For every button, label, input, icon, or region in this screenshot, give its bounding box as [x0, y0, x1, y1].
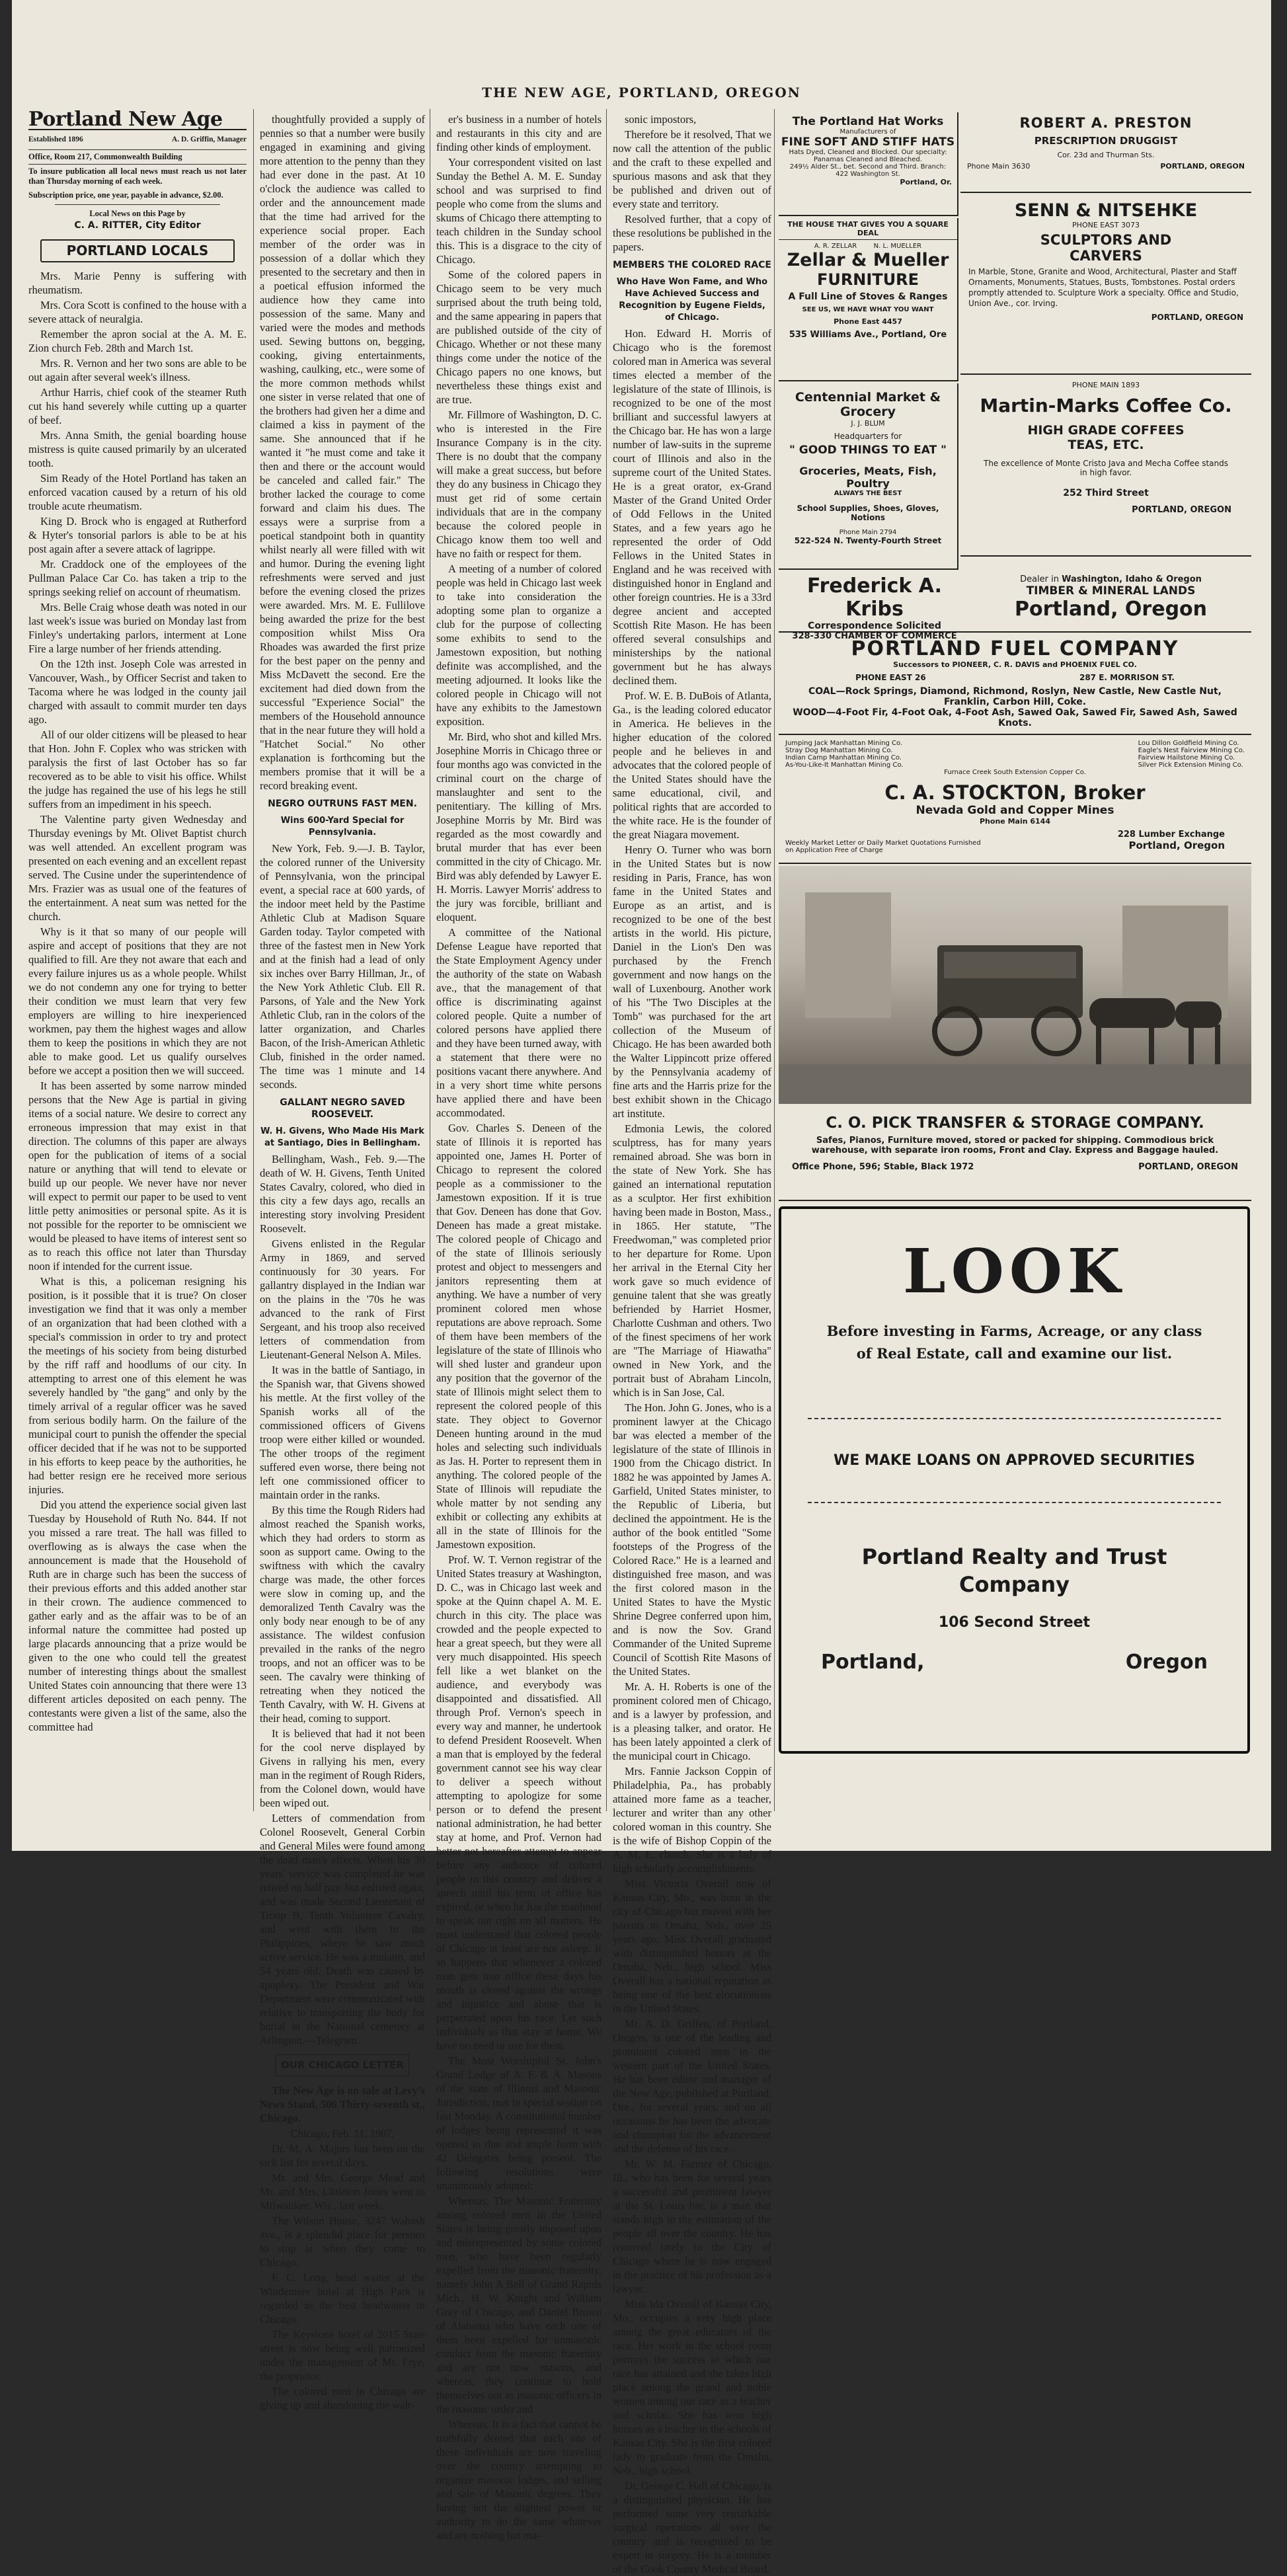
chicago-note: The New Age is on sale at Levy's News Stand, 506 Thirty-seventh st., Chicago. [260, 2084, 425, 2125]
ad-robert-preston: ROBERT A. PRESTON PRESCRIPTION DRUGGIST Cor. 23d and Thurman Sts. Phone Main 3630 PORTLAND, OREGON [960, 112, 1251, 193]
paragraph: Mr. and Mrs. George Mead and Mr. and Mrs. Littleton Jones went to Milwaukee, Wis., last week. [260, 2171, 425, 2212]
paragraph: Did you attend the experience social given last Tuesday by Household of Ruth No. 844. If not you missed a rare treat. The hall was filled to overflowing as is always the case when the announcement is made that the Household of Ruth are in charge such has been the success of their previous efforts and this added another star in their crown. The audience commenced to gather early and as the affair was to be of an informal nature the committee had posted up large placards announcing that a prize would be given to the one who could tell the greatest number of interesting things about the smallest United States coin announcing that there were 13 different articles deposited on each penny. The contestants were given a list of the same, also the committee had [28, 1499, 247, 1733]
paragraph: Therefore be it resolved, That we now call the attention of the public and the craft to these expelled and spurious masons and ask that they be published and driven out of every state and territory. [613, 128, 771, 210]
mine-name: Fairview Hailstone Mining Co. [1138, 754, 1235, 761]
col2-body-top [260, 112, 425, 793]
column-2 [260, 112, 425, 2411]
subhead-wins-600-yard: Wins 600-Yard Special for Pennsylvania. [280, 816, 405, 838]
paragraph: King D. Brock who is engaged at Rutherford & Hyter's tonsorial parlors is able to be at his post again after a severe attack of lagrippe. [28, 515, 247, 555]
paragraph: Mr. A. H. Roberts is one of the prominent colored men of Chicago, and is a lawyer by profession, and is a pleasing talker, and orator. He has been lately appointed a clerk of the municipal court in Chicago. [613, 1680, 771, 1762]
paragraph: What is this, a policeman resigning his position, is it possible that it is true? On closer investigation we find that it was only a member of an organization that had been clothed with a special's commission in order to try and protect the meetings of his society from being disturbed by the riff raff and hoodlums of our city. In attempting to arrest one of this element he was severely handled by "the gang" and only by the timely arrival of a regular officer was he saved from serious bodily harm. On the failure of the municipal court to punish the offender the special officer decided that if he was not to be supported in his efforts to keep peace by the authorities, he had better resign ere he received more serious injuries. [28, 1275, 247, 1496]
paragraph: Prof. W. T. Vernon registrar of the United States treasury at Washington, D. C., was in Chicago last week and spoke at the Quinn chapel A. M. E. church in this city. The place was crowded and the people expected to hear a great speech, but they were all very much disappointed. His speech fell like a wet blanket on the audience, and everybody was disappointed and dissatisfied. All through Prof. Vernon's speech in every way and manner, he undertook to defend President Roosevelt. When a man that is employed by the federal government cannot see his way clear to deliver a speech without attempting to apologize for some person or to defend the present national administration, he had better stay at home, and Prof. Vernon had better not hereafter attempt to appear before any audience of colored people in this country and deliver a speech until his term of office has expired, or when he has the manhood to speak out right on all matters. He must understand that colored people of Chicago at least are not asleep. It so happens that whenever a colored man gets into office these days his mouth is closed against the wrongs and injustice and abuse that is perpetrated upon his race. Let such individuals as that stay at home. We have no need or use for them. [436, 1553, 602, 2052]
paragraph: Givens enlisted in the Regular Army in 1869, and served continuously for 30 years. For gallantry displayed in the Indian war on the plains in the '70s he was advanced to the rank of First Sergeant, and his troop also received letters of commendation from Lieutenant-General Nelson A. Miles. [260, 1237, 425, 1361]
paragraph: Miss Ida Overall of Kansas City, Mo., occupies a very high place among the great educators of the race. Her work in the school room portrays the success to which our race has attained and she takes high place among the grand and noble women among our race as a teacher and scholar. She has won high honors as a teacher in the schools of Kansas City. She is the first colored lady to graduate from the Omaha, Neb., high school. [613, 2298, 771, 2477]
paragraph: Remember the apron social at the A. M. E. Zion church Feb. 28th and March 1st. [28, 328, 247, 354]
page-masthead: THE NEW AGE, PORTLAND, OREGON [482, 85, 801, 100]
chicago-letter-heading: OUR CHICAGO LETTER [275, 2054, 410, 2077]
paragraph: The colored men in Chicago are giving up and abandoning the walt- [260, 2385, 425, 2411]
newspaper-page [12, 0, 1271, 2575]
paragraph: Edmonia Lewis, the colored sculptress, has for many years remained abroad. She was born in the state of New York. She has gained an international reputation as a sculptor. Her first exhibition having been made in Boston, Mass., in 1865. Her statute, "The Freedwoman," was completed prior to her departure for Rome. Upon her arrival in the Eternal City her work gave so much evidence of genuine talent that she was greatly befriended by Harriet Hosmer, Charlotte Cushman and others. Two of the finest specimens of her work are "The Marriage of Hiawatha" owned in New York, and the portrait bust of Abraham Lincoln, which is in San Jose, Cal. [613, 1122, 771, 1399]
paragraph: The Keystone hotel of 2015 State street is now being well patronized under the management of Mr. Frye, the proprietor. [260, 2328, 425, 2382]
story-outruns [260, 841, 425, 1091]
paragraph: It is believed that had it not been for the cool nerve displayed by Givens in rallying his men, every man in the regiment of Rough Riders, from the Colonel down, would have been wiped out. [260, 1727, 425, 1809]
paragraph: By this time the Rough Riders had almost reached the Spanish works, which they had orders to storm as soon as support came. Owing to the swiftness with which the cavalry charge was made, the other forces were slow in coming up, and the demoralized Tenth Cavalry was the only body near enough to be of any assistance. The wildest confusion prevailed in the ranks of the negro troops, and not an officer was to be seen. The cavalry were thinking of retreating when they noticed the Tenth Cavalry, with W. H. Givens at their head, coming to support. [260, 1504, 425, 1725]
ad-look-realty: LOOK Before investing in Farms, Acreage, or any class of Real Estate, call and examine our list. WE MAKE LOANS ON APPROVED SECURITIES Portland Realty and Trust Company 106 Second Street Portland, Oregon [779, 1206, 1250, 1754]
paragraph: Resolved further, that a copy of these resolutions be published in the papers. [613, 213, 771, 253]
subscription-text: Subscription price, one year, payable in advance, $2.00. [28, 190, 223, 200]
members-body [613, 327, 771, 2576]
mines-list-right [1138, 740, 1245, 769]
subhead-givens: W. H. Givens, Who Made His Mark at Santiago, Dies in Bellingham. [260, 1126, 424, 1148]
headline-negro-outruns: NEGRO OUTRUNS FAST MEN. [268, 799, 417, 809]
mine-name: Eagle's Nest Fairview Mining Co. [1138, 747, 1245, 754]
paragraph: A committee of the National Defense League have reported that the State Employment Agency under the authority of the state on Wabash ave., that the management of that office is discriminating against colored people. Quite a number of colored persons have applied there and they have been turned away, with a statement that there were no positions vacant there anywhere. And in a very short time white persons have applied there and have been accommodated. [436, 926, 602, 1119]
story-givens [260, 1152, 425, 2047]
ad-stockton-broker: Jumping Jack Manhattan Mining Co. Stray Dog Manhattan Mining Co. Indian Camp Manhattan Mining Co. As-You-Like-It Manhattan Mining Co. Lou Dillon Goldfield Mining Co. Eagle's Nest Fairview Mining Co. Fairview Hailstone Mining Co. Silver Pick Extension Mining Co. Furnace Creek South Extension Copper Co. C. A. STOCKTON, Broker Nevada Gold and Copper Mines Phone Main 6144 228 Lumber Exchange Weekly Market Letter or Daily Market Quotations Furnished on Application Free of Charge Portland, Oregon [779, 737, 1251, 864]
chicago-dateline: Chicago, Feb. 11, 1907. [290, 2127, 395, 2140]
mine-name: As-You-Like-It Manhattan Mining Co. [785, 761, 904, 769]
wagon-illustration [779, 866, 1251, 1104]
paragraph: Dr. M. A. Majors has been on the sick list for several days. [260, 2142, 425, 2169]
paragraph: Henry O. Turner who was born in the United States but is now residing in Paris, France, has won fame in the United States and Europe as an artist, and is recognized to be one of the best artists in the world. His picture, Daniel in the Lion's Den was purchased by the French government and now hangs on the wall of Luxenbourg. Another work of his "The Two Disciples at the Tomb" was purchased for the art collection of the Museum of Chicago. He has been awarded both the Walter Lippincott prize offered by the Pennsylvania academy of fine arts and the Harris prize for the best exhibit shown in the Chicago art institute. [613, 843, 771, 1120]
column-3 [436, 112, 602, 2542]
paragraph: Arthur Harris, chief cook of the steamer Ruth cut his hand severely while cutting up a quarter of beef. [28, 386, 247, 426]
established-text: Established 1896 [28, 136, 83, 143]
portland-locals-heading: PORTLAND LOCALS [40, 239, 235, 262]
notice-text: To insure publication all local news must reach us not later than Thursday morning of each week. [28, 164, 247, 186]
paragraph: The Valentine party given Wednesday and Thursday evenings by Mt. Olivet Baptist church was well attended. An excellent program was presented on each evening and an excellent repast served. The Cusine under the superintendence of Mrs. Frazier was as usual one of the features of the entertainment. A neat sum was netted for the church. [28, 813, 247, 923]
paragraph: On the 12th inst. Joseph Cole was arrested in Vancouver, Wash., by Officer Secrist and taken to Tacoma where he was lodged in the county jail charged with assault to commit murder ten days ago. [28, 658, 247, 726]
mines-list-left [785, 740, 903, 769]
paragraph: F. C. Long, head waiter at the Windemere hotel at High Park is regarded as the best headwaiter in Chicago. [260, 2271, 425, 2325]
paragraph: The Most Worshipful St. John's Grand Lodge of A. F. & A. Masons of the state of Illinois and Masonic Jurisdiction, met in special session on last Monday. A constitutional number of lodges being represented it was opened in due and ample form with 42 Delegates being present. The following resolutions were unanimously adopted: [436, 2054, 602, 2192]
paragraph: Mr. A. D. Griffen, of Portland, Oregon, is one of the leading and prominent colored men in the western part of the United States. He has been editor and manager of the New Age, published at Portland, Ore., for several years, and on all occasions he has been the advocate and champion for the advancement and the defense of his race. [613, 2017, 771, 2155]
ad-pick-transfer: C. O. PICK TRANSFER & STORAGE COMPANY. Safes, Pianos, Furniture moved, stored or packed for shipping. Commodious brick warehouse, with separate iron rooms, Front and Clay. Express and Baggage hauled. Office Phone, 596; Stable, Black 1972 PORTLAND, OREGON [779, 1111, 1251, 1201]
paragraph: Mr. Bird, who shot and killed Mrs. Josephine Morris in Chicago three or four months ago was convicted in the criminal court on the charge of manslaughter and sent to the penitentiary. The killing of Mrs. Josephine Morris by Mr. Bird was regarded as the most cowardly and brutal murder that has ever been committed in the city of Chicago. Mr. Bird was ably defended by Lawyer E. H. Morris. Lawyer Morris' address to the jury was forcible, brilliant and eloquent. [436, 730, 602, 923]
ad-frederick-kribs: Frederick A. Kribs Correspondence Solicited 328-330 CHAMBER OF COMMERCE Dealer in Washington, Idaho & Oregon TIMBER & MINERAL LANDS Portland, Oregon [779, 572, 1251, 633]
paragraph: Mr. W. M. Farmer of Chicago, Ill., who has been for several years a successful and prominent lawyer at the St. Louis bar, is a man that stands high in the estimation of the people all over the country. He has removed lately to the City of Chicago where he is now engaged in the practice of his profession as a lawyer. [613, 2158, 771, 2295]
col1-body [28, 269, 247, 1734]
paragraph: New York, Feb. 9.—J. B. Taylor, the colored runner of the University of Pennsylvania, won the principal event, a special race at 600 yards, of the indoor meet held by the Pastime Athletic Club at Madison Square Garden today. Taylor competed with three of the fastest men in New York and at the finish had a lead of only six inches over Barry Hillman, Jr., of the New York Athletic Club. Ell R. Parsons, of Yale and the New York Athletic Club, ran in the colors of the latter organization, and Charles Bacon, of the Irish-American Athletic Club, finished in the order named. The time was 1 minute and 14 seconds. [260, 842, 425, 1091]
paragraph: Why is it that so many of our people will aspire and accept of positions that they are not qualified to fill. Are they not aware that each and every failure injures us as a whole people. Whilst we do not condemn any one for trying to better their condition we must learn that very few employers are willing to hire inexperienced workmen, pay them the highest wages and allow them to keep the positions in which they are not able to make good. Let us qualify ourselves before we accept a position then we will succeed. [28, 925, 247, 1077]
mine-name: Indian Camp Manhattan Mining Co. [785, 754, 902, 761]
paragraph: Mrs. Belle Craig whose death was noted in our last week's issue was buried on Monday last from Finley's undertaking parlors, interment at Lone Fire a large number of her friends attending. [28, 601, 247, 655]
ad-senn-nitsehke: SENN & NITSEHKE PHONE EAST 3073 SCULPTORS AND CARVERS In Marble, Stone, Granite and Wood, Architectural, Plaster and Staff Ornaments, Monuments, Statues, Busts, Tombstones. Postal orders promptly attended to. Sculpture Work a specialty. Office and Studio, Union Ave., cor. Irving. PORTLAND, OREGON [960, 195, 1251, 375]
ad-zellar-mueller: THE HOUSE THAT GIVES YOU A SQUARE DEAL A. R. ZELLAR N. L. MUELLER Zellar & Mueller FURNITURE A Full Line of Stoves & Ranges SEE US, WE HAVE WHAT YOU WANT Phone East 4457 535 Williams Ave., Portland, Ore [779, 218, 958, 381]
paragraph: Prof. W. E. B. DuBois of Atlanta, Ga., is the leading colored educator in America. He believes in the higher education of the colored people and he believes in and advocates that the colored people of the United States should have the same educational, civil, and political rights that are accorded to the white race. He is the founder of the great Niagara movement. [613, 689, 771, 841]
paragraph: Mr. Craddock one of the employees of the Pullman Palace Car Co. has taken a trip to the springs seeking relief on account of rheumatism. [28, 558, 247, 598]
paragraph: Whereas, The Masonic Fraternity among colored men in the United States is being greatly imposed upon and misrepresented by some colored men, who have been regularly expelled from the masonic fraternity, namely John A Bell of Grand Rapids Mich., H. W. Knight and William Gray of Chicago, and Daniel Brown of Alabama who have each one of them been expelled for unmasonic conduct from the masonic fraternity and are not now masons, and whereas, they continue to hold themselves out as masonic officers in the masonic order and [436, 2195, 602, 2415]
paragraph: Mrs. Anna Smith, the genial boarding house mistress is quite caused primarily by an ulcerated tooth. [28, 429, 247, 469]
paragraph: Mr. Fillmore of Washington, D. C. who is interested in the Fire Insurance Company is in the city. There is no doubt that the company will make a great success, but before they do any business in Chicago they must get rid of some certain individuals that are in the company because the colored people in Chicago know them too well and have no faith or respect for them. [436, 409, 602, 560]
mine-name: Jumping Jack Manhattan Mining Co. [785, 740, 903, 747]
paragraph: Gov. Charles S. Deneen of the state of Illinois it is reported has appointed one, James H. Porter of Chicago to represent the colored people as a commissioner to the Jamestown exposition. If it is true that Gov. Deneen has done that Gov. Deneen has made a great mistake. The colored people of Chicago and of the state of Illinois seriously protest and object to messengers and janitors representing them at anything. We have a number of very prominent colored men whose reputations are above reproach. Some of them have been members of the legislature of the state of Illinois who will shed luster and grandeur upon any position that the governor of the state of Illinois might select them to represent the colored people of this state. They object to Governor Deneen hunting around in the mud holes and selecting such individuals as Jas. H. Porter to represent them in anything. The colored people of the State of Illinois will repudiate the whole matter by not sending any exhibit or collecting any exhibits at all in the state of Illinois for the Jamestown exposition. [436, 1122, 602, 1551]
col3-body [436, 112, 602, 2542]
paragraph: Bellingham, Wash., Feb. 9.—The death of W. H. Givens, Tenth United States Cavalry, colored, who died in this city a few days ago, recalls an interesting story involving President Roosevelt. [260, 1153, 425, 1235]
mine-name: Stray Dog Manhattan Mining Co. [785, 747, 893, 754]
transfer-wagon-photo [779, 866, 1251, 1104]
paragraph: The Wilson House, 3247 Wabash ave., is a splendid place for persons to stop at when they come to Chicago. [260, 2214, 425, 2269]
paragraph: Mrs. Marie Penny is suffering with rheumatism. [28, 270, 247, 296]
paragraph: A meeting of a number of colored people was held in Chicago last week to take into consideration the adopting some plan to organize a club for the purpose of collecting some exhibits to send to the Jamestown exposition, but nothing definite was accomplished, and the meeting adjourned. It looks like the colored people in Chicago will not have any exhibits to the Jamestown exposition. [436, 563, 602, 728]
nameplate-info [28, 133, 247, 147]
mine-name: Lou Dillon Goldfield Mining Co. [1138, 740, 1239, 747]
paragraph: Your correspondent visited on last Sunday the Bethel A. M. E. Sunday school and was surprised to find people who come from the slums and skums of Chicago there attempting to teach children in the Sunday school this. This is a disgrace to the city of Chicago. [436, 156, 602, 266]
paragraph: All of our older citizens will be pleased to hear that Hon. John F. Coplex who was stricken with paralysis the first of last October has so far recovered as to be able to visit his office. Whilst the judge has regained the use of his legs he still suffers from an impediment in his speech. [28, 728, 247, 810]
column-1 [28, 108, 247, 1824]
paragraph: sonic impostors, [625, 113, 697, 126]
nameplate-title: Portland New Age [28, 112, 247, 130]
paragraph: er's business in a number of hotels and restaurants in this city and are finding other kinds of employment. [436, 113, 602, 153]
city-editor: C. A. RITTER, City Editor [74, 220, 201, 231]
manager-text: A. D. Griffin, Manager [171, 136, 247, 143]
chicago-letter-body [260, 2142, 425, 2412]
ads-column [779, 106, 1251, 1824]
local-news-label: Local News on this Page by [89, 209, 186, 218]
paragraph: thoughtfully provided a supply of pennies so that a number were busily engaged in examining and giving more attention to the penny than they had ever done in the past. At 10 o'clock the audience was called to order and the announcement made that the time had arrived for the experience social proper. Each member of the order was in possession of a dollar which they presented to the secretary and then in a poetical effusion informed the audience how they came into possession of the same. Many and varied were the modes and methods used. Sewing buttons on, begging, cooking, giving entertainments, washing, caulking, etc., were some of the more common methods whilst one sister in verse related that one of the brothers had given her a dime and claimed a kiss in payment of the same. She announced that if he wanted it "he must come and take it then and there or the account would be canceled and called fair." The brother lacked the courage to come forward and claim his dues. The essays were a surprise from a poetical standpoint both in quantity whilst nearly all were filled with wit and humor. During the evening light refreshments were served and just before the evening closed the prizes were awarded. Mrs. M. E. Fullilove being awarded the prize for the best composition whilst Miss Ora Rhoades was awarded the first prize for the best paper on the penny and Miss McDavett the second. Ere the excitement had died down from the successful "Experience Social" the members of the Household announce that in the near future they will hold a "Hatchet Social." No other explanation is forthcoming but the members promise that it will be a record breaking event. [260, 113, 425, 792]
paragraph: It was in the battle of Santiago, in the Spanish war, that Givens showed his mettle. At the first volley of the Spanish works all of the commissioned officers of Givens troop were either killed or wounded. The other troops of the regiment suffered even worse, there being not left one commissioned officer to maintain order in the ranks. [260, 1364, 425, 1501]
mine-name: Silver Pick Extension Mining Co. [1138, 761, 1243, 769]
paragraph: Mrs. Fannie Jackson Coppin of Philadelphia, Pa., has probably attained more fame as a teacher, lecturer and writer than any other colored woman in this country. She is the wife of Bishop Coppin of the A. M. E. church. She is a lady of high scholarly accomplishments. [613, 1765, 771, 1875]
headline-members-colored-race: MEMBERS THE COLORED RACE [613, 260, 771, 270]
paragraph: Whereas, It is a fact that cannot be truthfully denied that each one of these individuals are now traveling over the country attempting to organize masonic lodges, and selling and sale of Masonic degrees. They having not the slightest power or authority to do the same whatever and are nothing but ma- [436, 2418, 602, 2542]
ad-portland-fuel: PORTLAND FUEL COMPANY Successors to PIONEER, C. R. DAVIS and PHOENIX FUEL CO. PHONE EAST 26 287 E. MORRISON ST. COAL—Rock Springs, Diamond, Richmond, Roslyn, New Castle, New Castle Nut, Franklin, Carbon Hill, Coke. WOOD—4-Foot Fir, 4-Foot Oak, 4-Foot Ash, Sawed Oak, Sawed Fir, Sawed Ash, Sawed Knots. [779, 635, 1251, 735]
column-4 [613, 112, 771, 2575]
col4-body-top [613, 112, 771, 254]
paragraph: Mrs. R. Vernon and her two sons are able to be out again after several week's illness. [28, 357, 247, 383]
paragraph: Some of the colored papers in Chicago seem to be very much surprised about the truth being told, and the same appearing in papers that are published outside of the city of Chicago. Whether or not these many things come under the notice of the Chicago papers no one knows, but nevertheless these things exist and are true. [436, 268, 602, 406]
office-text: Office, Room 217, Commonwealth Building [28, 149, 247, 162]
ad-portland-hat-works: The Portland Hat Works Manufacturers of FINE SOFT AND STIFF HATS Hats Dyed, Cleaned and Blocked. Our specialty: Panamas Cleaned and Bleached. 249½ Alder St., bet. Second and Third. Branch: 422 Washington St. Portland, Or. [779, 112, 958, 216]
paragraph: The Hon. John G. Jones, who is a prominent lawyer at the Chicago bar was elected a member of the legislature of the state of Illinois in 1900 from the Chicago district. In 1882 he was appointed by James A. Garfield, United States minister, to the Republic of Liberia, but declined the appointment. He is the author of the book entitled "Some footsteps of the Progress of the Colored Race." He is a learned and distinguished free mason, and was the first colored mason in the United States to have the Mystic Shrine Degree conferred upon him, and is now the Sov. Grand Commander of the United Supreme Council of Scottish Rite Masons of the United States. [613, 1401, 771, 1678]
subhead-members: Who Have Won Fame, and Who Have Achieved Success and Recognition by Eugene Fields, of Chicago. [616, 277, 768, 323]
ad-martin-marks-coffee: PHONE MAIN 1893 Martin-Marks Coffee Co. HIGH GRADE COFFEES TEAS, ETC. The excellence of Monte Cristo Java and Mecha Coffee stands in high favor. 252 Third Street PORTLAND, OREGON [960, 377, 1251, 557]
paragraph: Hon. Edward H. Morris of Chicago who is the foremost colored man in America was several times elected a member of the legislature of the state of Illinois, is recognized to be one of the most brilliant and successful lawyers at the Chicago bar. He has won a large number of law-suits in the supreme court of Illinois and also in the supreme court of the United States. He is a great orator, ex-Grand Master of the Grand United Order of Odd Fellows in the United States, and a few years ago he represented the order of Odd Fellows in the United States in England and he was received with distinguished honor in England and other foreign countries. He is a 33rd degree ancient and accepted Scottish Rite Mason. He has been offered several consulships and ministerships by the national government but he has always declined them. [613, 327, 771, 687]
paragraph: Sim Ready of the Hotel Portland has taken an enforced vacation caused by a return of his old trouble acute rheumatism. [28, 472, 247, 512]
paragraph: Dr. George C. Hall of Chicago, is a distinguished physician. He has performed some very remarkable surgical operations all over the country and is recognized to be expert in surgery. He is a member of the Cook County Medical Board. [613, 2479, 771, 2575]
paragraph: Miss Victoria Overall now of Kansas City, Mo., was born in the city of Chicago but moved with her parents to Omaha, Neb., over 25 years ago. Miss Overall graduated with distinguished honors at the Omaha, Neb., high school. Miss Overall has a national reputation as being one of the best elocutionists in the United States. [613, 1877, 771, 2015]
paragraph: It has been asserted by some narrow minded persons that the New Age is partial in giving items of a social nature. We desire to correct any erroneous impression that may exist in that direction. The columns of this paper are always open for the publication of items of a social nature or anything that will tend to elevate or build up our people. We never have nor never will expect to permit our paper to be used to vent little petty animosities or personal spite. As it is not possible for the reporter to be omniscient we would be pleased to have items of interest sent so as to reach this office not later than Thursday noon if intended for the current issue. [28, 1079, 247, 1272]
headline-gallant-negro: GALLANT NEGRO SAVED ROOSEVELT. [280, 1097, 405, 1120]
paragraph: Letters of commendation from Colonel Roosevelt, General Corbin and General Miles were found among the dead man's effects. When his 30 years' service was completed he was retired on half pay, but enlisted again, and was made Second Lieutenant of Troop B, Tenth Volunteer Cavalry, and went with them to the Philippines, where he saw much active service. He was a mulatto, and 54 years old. Death was caused by apoplexy. The President and War Department were communicated with relative to transporting the body for burial in the National cemetery at Arlington.—Telegram. [260, 1812, 425, 2047]
paragraph: Mrs. Cora Scott is confined to the house with a severe attack of neuralgia. [28, 299, 247, 325]
ad-centennial-market: Centennial Market & Grocery J. J. BLUM Headquarters for " GOOD THINGS TO EAT " Groceries, Meats, Fish, Poultry ALWAYS THE BEST School Supplies, Shoes, Gloves, Notions Phone Main 2794 522-524 N. Twenty-Fourth Street [779, 383, 958, 570]
